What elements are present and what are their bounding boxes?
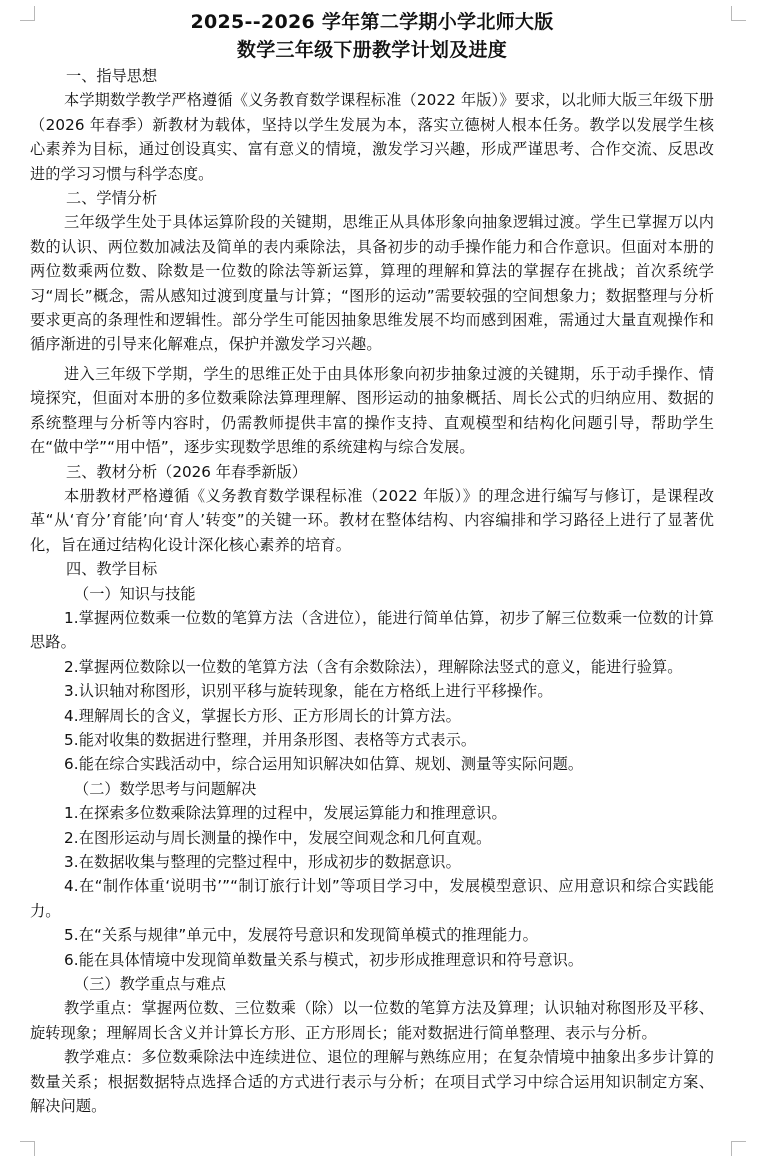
paragraph-textbook-analysis: 本册教材严格遵循《义务教育数学课程标准（2022 年版）》的理念进行编写与修订，是课程改革“从‘育分’育能’向‘育人’转变”的关键一环。教材在整体结构、内容编排和学习路径上进行了显著优化，旨在通过结构化设计深化核心素养的培育。 [30, 486, 714, 554]
section-heading-guiding-ideology: 一、指导思想 [66, 67, 158, 85]
paragraph-teaching-difficulty: 教学难点：多位数乘除法中连续进位、退位的理解与熟练应用；在复杂情境中抽象出多步计算的数量关系；根据数据特点选择合适的方式进行表示与分析；在项目式学习中综合运用知识制定方案、解决问题。 [30, 1048, 714, 1116]
goal-item: 4.理解周长的含义，掌握长方形、正方形周长的计算方法。 [64, 706, 461, 725]
paragraph-teaching-focus: 教学重点：掌握两位数、三位数乘（除）以一位数的笔算方法及算理；认识轴对称图形及平移、旋转现象；理解周长含义并计算长方形、正方形周长；能对数据进行简单整理、表示与分析。 [30, 999, 714, 1042]
section-heading-textbook-analysis: 三、教材分析（2026 年春季新版） [66, 462, 307, 481]
subheading-key-points: （三）教学重点与难点 [74, 975, 226, 994]
document-body [30, 8, 714, 1118]
document-title-line2: 数学三年级下册教学计划及进度 [236, 39, 508, 61]
paragraph-student-analysis-2: 进入三年级下学期，学生的思维正处于由具体形象向初步抽象过渡的关键期，乐于动手操作、情境探究，但面对本册的多位数乘除法算理理解、图形运动的抽象概括、周长公式的归纳应用、数据的系统整理与分析等内容时，仍需教师提供丰富的操作支持、直观模型和结构化问题引导，帮助学生在“做中学”“用中悟”，逐步实现数学思维的系统建构与综合发展。 [30, 364, 714, 457]
section-heading-student-analysis: 二、学情分析 [66, 189, 158, 208]
paragraph-student-analysis-1: 三年级学生处于具体运算阶段的关键期，思维正从具体形象向抽象逻辑过渡。学生已掌握万以内数的认识、两位数加减法及简单的表内乘除法，具备初步的动手操作能力和合作意识。但面对本册的两位数乘两位数、除数是一位数的除法等新运算，算理的理解和算法的掌握存在挑战；首次系统学习“周长”概念，需从感知过渡到度量与计算；“图形的运动”需要较强的空间想象力；数据整理与分析要求更高的条理性和逻辑性。部分学生可能因抽象思维发展不均而感到困难，需通过大量直观操作和循序渐进的引导来化解难点，保护并激发学习兴趣。 [30, 213, 714, 354]
paragraph-guiding-ideology: 本学期数学教学严格遵循《义务教育数学课程标准（2022 年版）》要求，以北师大版三年级下册（2026 年春季）新教材为载体，坚持以学生发展为本，落实立德树人根本任务。教学以发展学生核心素养为目标，通过创设真实、富有意义的情境，激发学习兴趣，形成严谨思考、合作交流、反思改进的学习习惯与科学态度。 [30, 91, 714, 183]
goal-item: 4.在“制作体重‘说明书’”“制订旅行计划”等项目学习中，发展模型意识、应用意识和综合实践能力。 [30, 877, 714, 920]
goal-item: 1.掌握两位数乘一位数的笔算方法（含进位），能进行简单估算，初步了解三位数乘一位数的计算思路。 [30, 608, 714, 652]
goal-item: 2.掌握两位数除以一位数的笔算方法（含有余数除法），理解除法竖式的意义，能进行验算。 [64, 657, 683, 676]
page-corner-mark [20, 1141, 35, 1156]
subheading-knowledge-skills: （一）知识与技能 [74, 584, 196, 603]
goal-item: 5.在“关系与规律”单元中，发展符号意识和发现简单模式的推理能力。 [64, 926, 538, 945]
goal-item: 3.认识轴对称图形，识别平移与旋转现象，能在方格纸上进行平移操作。 [64, 682, 553, 701]
goal-item: 6.能在综合实践活动中，综合运用知识解决如估算、规划、测量等实际问题。 [64, 755, 584, 774]
subheading-math-thinking: （二）数学思考与问题解决 [74, 779, 257, 798]
goal-item: 1.在探索多位数乘除法算理的过程中，发展运算能力和推理意识。 [64, 804, 507, 823]
document-title-line1: 2025--2026 学年第二学期小学北师大版 [190, 11, 554, 33]
goal-item: 3.在数据收集与整理的完整过程中，形成初步的数据意识。 [64, 853, 461, 871]
section-heading-teaching-goals: 四、教学目标 [66, 560, 158, 579]
goal-item: 2.在图形运动与周长测量的操作中，发展空间观念和几何直观。 [64, 828, 492, 847]
goal-item: 5.能对收集的数据进行整理，并用条形图、表格等方式表示。 [64, 730, 477, 749]
goal-item: 6.能在具体情境中发现简单数量关系与模式，初步形成推理意识和符号意识。 [64, 950, 584, 969]
page-corner-mark [731, 1141, 746, 1156]
page-corner-mark [731, 6, 746, 21]
